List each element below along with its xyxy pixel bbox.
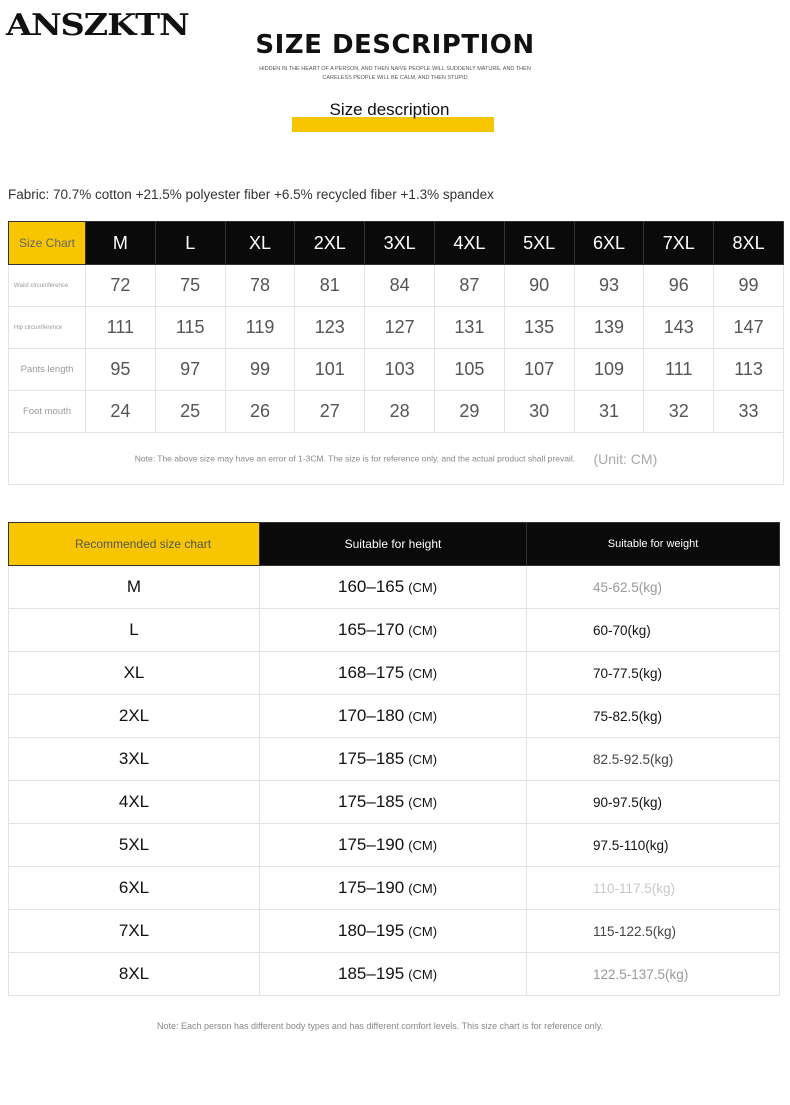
table-cell: 135 [504,307,574,349]
size-header-cell: 7XL [644,222,714,265]
recommended-header-row [9,523,780,566]
height-value: 168–175 [338,663,405,682]
size-chart-note: Note: The above size may have an error of 1-3CM. The size is for reference only, and the actual product shall prevail. [134,452,576,463]
tagline-line-1: HIDDEN IN THE HEART OF A PERSON, AND THEN NAIVE PEOPLE WILL SUDDENLY MATURE, AND THEN [259,66,531,72]
table-cell: 81 [295,265,365,307]
table-cell: 99 [714,265,784,307]
size-cell: 6XL [9,867,260,910]
weight-header: Suitable for weight [527,523,780,566]
table-row [9,824,780,867]
height-cell [260,738,527,781]
height-cell [260,566,527,609]
table-row [9,566,780,609]
size-cell: L [9,609,260,652]
size-header-cell: 2XL [295,222,365,265]
fabric-composition: Fabric: 70.7% cotton +21.5% polyester fiber +6.5% recycled fiber +1.3% spandex [8,187,494,202]
height-cell [260,695,527,738]
table-cell: 139 [574,307,644,349]
table-cell: 32 [644,391,714,433]
table-cell: 115 [155,307,225,349]
recommended-size-table [8,522,780,996]
size-chart-note-cell [9,433,784,485]
footnote: Note: Each person has different body types and has different comfort levels. This size chart is for reference only. [156,1021,604,1031]
height-unit: (CM) [408,881,438,896]
table-cell: 96 [644,265,714,307]
height-unit: (CM) [408,752,438,767]
table-cell: 111 [644,349,714,391]
row-label-hip: Hip circumference [9,307,86,349]
size-header-cell: 5XL [504,222,574,265]
weight-cell: 82.5-92.5(kg) [527,738,780,781]
size-header-cell: L [155,222,225,265]
size-header-cell: 4XL [434,222,504,265]
table-cell: 123 [295,307,365,349]
table-cell: 103 [365,349,435,391]
row-label-pants-length: Pants length [9,349,86,391]
size-header-cell: XL [225,222,295,265]
height-cell [260,953,527,996]
table-row [9,349,784,391]
tagline-line-2: CARELESS PEOPLE WILL BE CALM, AND THEN STUPID [322,75,468,81]
table-cell: 147 [714,307,784,349]
weight-cell: 60-70(kg) [527,609,780,652]
table-cell: 26 [225,391,295,433]
recommended-size-header: Recommended size chart [9,523,260,566]
size-cell: M [9,566,260,609]
weight-cell: 70-77.5(kg) [527,652,780,695]
height-unit: (CM) [408,709,438,724]
size-cell: 7XL [9,910,260,953]
table-cell: 84 [365,265,435,307]
height-unit: (CM) [408,924,438,939]
size-header-cell: 6XL [574,222,644,265]
height-header: Suitable for height [260,523,527,566]
table-cell: 105 [434,349,504,391]
height-unit: (CM) [408,838,438,853]
height-unit: (CM) [408,795,438,810]
table-cell: 33 [714,391,784,433]
size-header-cell: 8XL [714,222,784,265]
table-row [9,391,784,433]
table-row [9,781,780,824]
table-cell: 90 [504,265,574,307]
size-cell: 5XL [9,824,260,867]
section-label: Size description [329,100,450,119]
height-unit: (CM) [408,666,438,681]
page-title: SIZE DESCRIPTION [255,30,535,60]
size-chart-note-row [9,433,784,485]
table-row [9,867,780,910]
table-cell: 31 [574,391,644,433]
height-unit: (CM) [408,580,438,595]
unit-label: (Unit: CM) [593,450,658,467]
height-cell [260,781,527,824]
size-cell: 4XL [9,781,260,824]
table-cell: 113 [714,349,784,391]
table-cell: 127 [365,307,435,349]
table-cell: 29 [434,391,504,433]
table-cell: 95 [86,349,156,391]
height-value: 180–195 [338,921,405,940]
table-cell: 119 [225,307,295,349]
table-cell: 28 [365,391,435,433]
table-cell: 25 [155,391,225,433]
size-cell: 8XL [9,953,260,996]
weight-cell: 75-82.5(kg) [527,695,780,738]
table-cell: 27 [295,391,365,433]
height-value: 160–165 [338,577,405,596]
table-row [9,652,780,695]
height-cell [260,867,527,910]
height-cell [260,609,527,652]
table-cell: 131 [434,307,504,349]
table-cell: 78 [225,265,295,307]
weight-cell: 122.5-137.5(kg) [527,953,780,996]
table-cell: 99 [225,349,295,391]
size-chart-corner: Size Chart [9,222,86,265]
brand-logo: ANSZKTN [6,8,189,43]
table-row [9,910,780,953]
height-value: 175–185 [338,792,405,811]
tagline [245,65,545,83]
weight-cell: 97.5-110(kg) [527,824,780,867]
row-label-foot-mouth: Foot mouth [9,391,86,433]
table-cell: 30 [504,391,574,433]
height-unit: (CM) [408,623,438,638]
size-cell: XL [9,652,260,695]
height-unit: (CM) [408,967,438,982]
height-cell [260,652,527,695]
size-header-cell: M [86,222,156,265]
table-cell: 24 [86,391,156,433]
height-value: 175–190 [338,835,405,854]
size-cell: 3XL [9,738,260,781]
table-cell: 109 [574,349,644,391]
table-row [9,609,780,652]
height-value: 175–190 [338,878,405,897]
table-cell: 87 [434,265,504,307]
size-chart-table [8,221,784,485]
height-value: 175–185 [338,749,405,768]
table-cell: 111 [86,307,156,349]
weight-cell: 45-62.5(kg) [527,566,780,609]
height-value: 170–180 [338,706,405,725]
height-value: 185–195 [338,964,405,983]
height-cell [260,910,527,953]
row-label-waist: Waist circumference [9,265,86,307]
weight-cell: 115-122.5(kg) [527,910,780,953]
table-cell: 75 [155,265,225,307]
height-cell [260,824,527,867]
table-row [9,953,780,996]
table-cell: 97 [155,349,225,391]
height-value: 165–170 [338,620,405,639]
table-row [9,738,780,781]
table-cell: 143 [644,307,714,349]
table-row [9,265,784,307]
table-row [9,695,780,738]
weight-cell: 110-117.5(kg) [527,867,780,910]
table-row [9,307,784,349]
size-chart-header-row [9,222,784,265]
table-cell: 107 [504,349,574,391]
size-cell: 2XL [9,695,260,738]
table-cell: 101 [295,349,365,391]
table-cell: 93 [574,265,644,307]
table-cell: 72 [86,265,156,307]
weight-cell: 90-97.5(kg) [527,781,780,824]
size-header-cell: 3XL [365,222,435,265]
